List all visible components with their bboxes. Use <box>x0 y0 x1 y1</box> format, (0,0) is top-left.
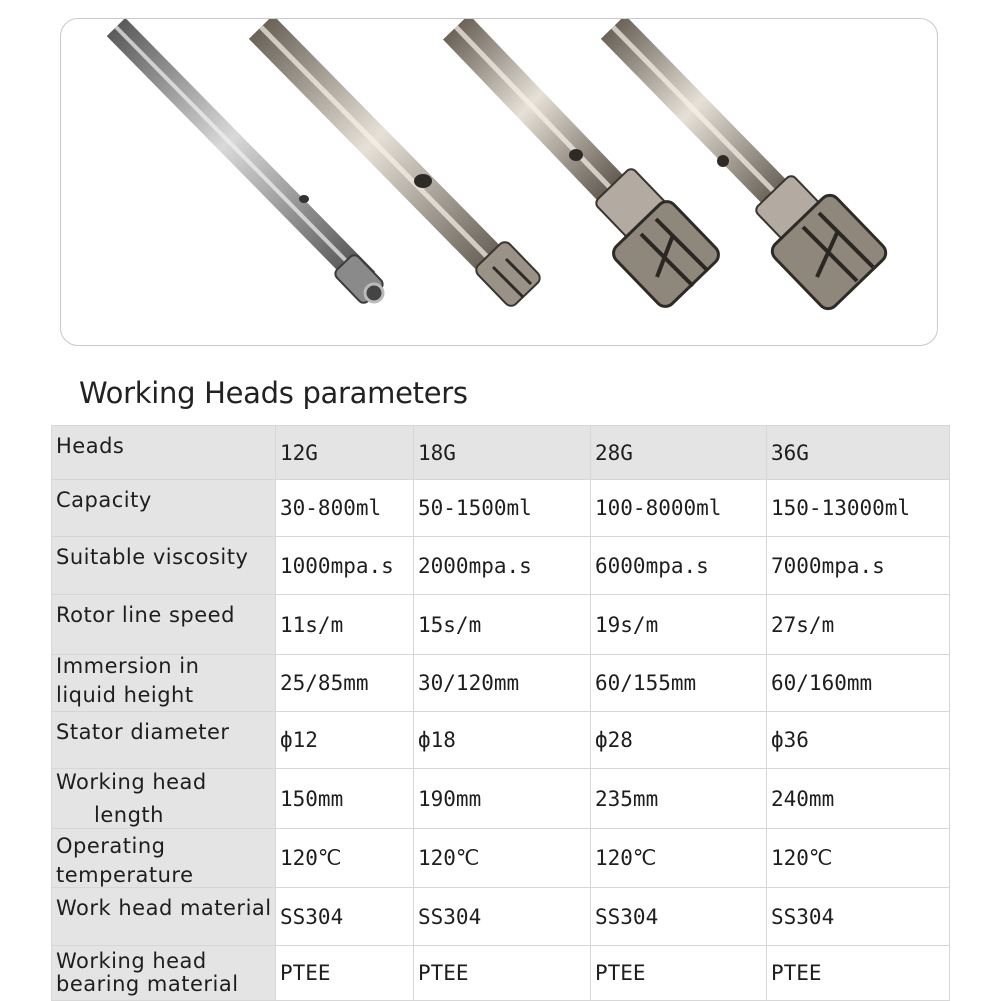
table-cell: 30/120mm <box>414 655 591 712</box>
table-header-row <box>52 426 950 480</box>
row-label: Operating temperature <box>52 829 276 888</box>
table-cell: SS304 <box>276 888 414 946</box>
table-row <box>52 480 950 537</box>
row-label: Work head material <box>52 888 276 946</box>
row-label: Stator diameter <box>52 712 276 769</box>
table-cell: PTEE <box>276 946 414 1001</box>
table-cell: 15s/m <box>414 595 591 655</box>
product-photo <box>60 18 938 346</box>
table-cell: 60/155mm <box>591 655 767 712</box>
table-cell: 190mm <box>414 769 591 829</box>
table-cell: 240mm <box>767 769 950 829</box>
table-cell: SS304 <box>414 888 591 946</box>
row-label: Immersion in liquid height <box>52 655 276 712</box>
table-cell: 150-13000ml <box>767 480 950 537</box>
table-row <box>52 595 950 655</box>
table-cell: 50-1500ml <box>414 480 591 537</box>
table-cell: 19s/m <box>591 595 767 655</box>
table-cell: 7000mpa.s <box>767 537 950 595</box>
table-cell: 1000mpa.s <box>276 537 414 595</box>
table-cell: SS304 <box>767 888 950 946</box>
small-dispersing-head-icon <box>116 27 385 305</box>
row-label: Working head length <box>52 769 276 829</box>
table-row <box>52 829 950 888</box>
row-label: Suitable viscosity <box>52 537 276 595</box>
table-cell: PTEE <box>767 946 950 1001</box>
table-cell: 12G <box>276 426 414 480</box>
table-row <box>52 946 950 1001</box>
table-cell: 120℃ <box>591 829 767 888</box>
table-cell: 235mm <box>591 769 767 829</box>
table-cell: 120℃ <box>414 829 591 888</box>
table-cell: 60/160mm <box>767 655 950 712</box>
table-row <box>52 769 950 829</box>
table-cell: SS304 <box>591 888 767 946</box>
table-row <box>52 655 950 712</box>
table-cell: 120℃ <box>276 829 414 888</box>
table-cell: PTEE <box>591 946 767 1001</box>
table-cell: ф36 <box>767 712 950 769</box>
table-cell: 11s/m <box>276 595 414 655</box>
table-cell: 120℃ <box>767 829 950 888</box>
table-cell: PTEE <box>414 946 591 1001</box>
table-cell: 150mm <box>276 769 414 829</box>
parameters-table <box>51 425 950 1001</box>
table-row <box>52 537 950 595</box>
table-cell: 100-8000ml <box>591 480 767 537</box>
row-label: Working head bearing material <box>52 946 276 1001</box>
table-cell: 2000mpa.s <box>414 537 591 595</box>
table-cell: ф12 <box>276 712 414 769</box>
table-cell: 27s/m <box>767 595 950 655</box>
row-label: Rotor line speed <box>52 595 276 655</box>
row-label: Heads <box>52 426 276 480</box>
table-cell: 18G <box>414 426 591 480</box>
table-row <box>52 888 950 946</box>
table-cell: 6000mpa.s <box>591 537 767 595</box>
table-cell: 25/85mm <box>276 655 414 712</box>
table-cell: 36G <box>767 426 950 480</box>
section-title: Working Heads parameters <box>79 376 468 410</box>
row-label: Capacity <box>52 480 276 537</box>
table-cell: ф18 <box>414 712 591 769</box>
table-cell: ф28 <box>591 712 767 769</box>
table-cell: 28G <box>591 426 767 480</box>
table-cell: 30-800ml <box>276 480 414 537</box>
table-row <box>52 712 950 769</box>
